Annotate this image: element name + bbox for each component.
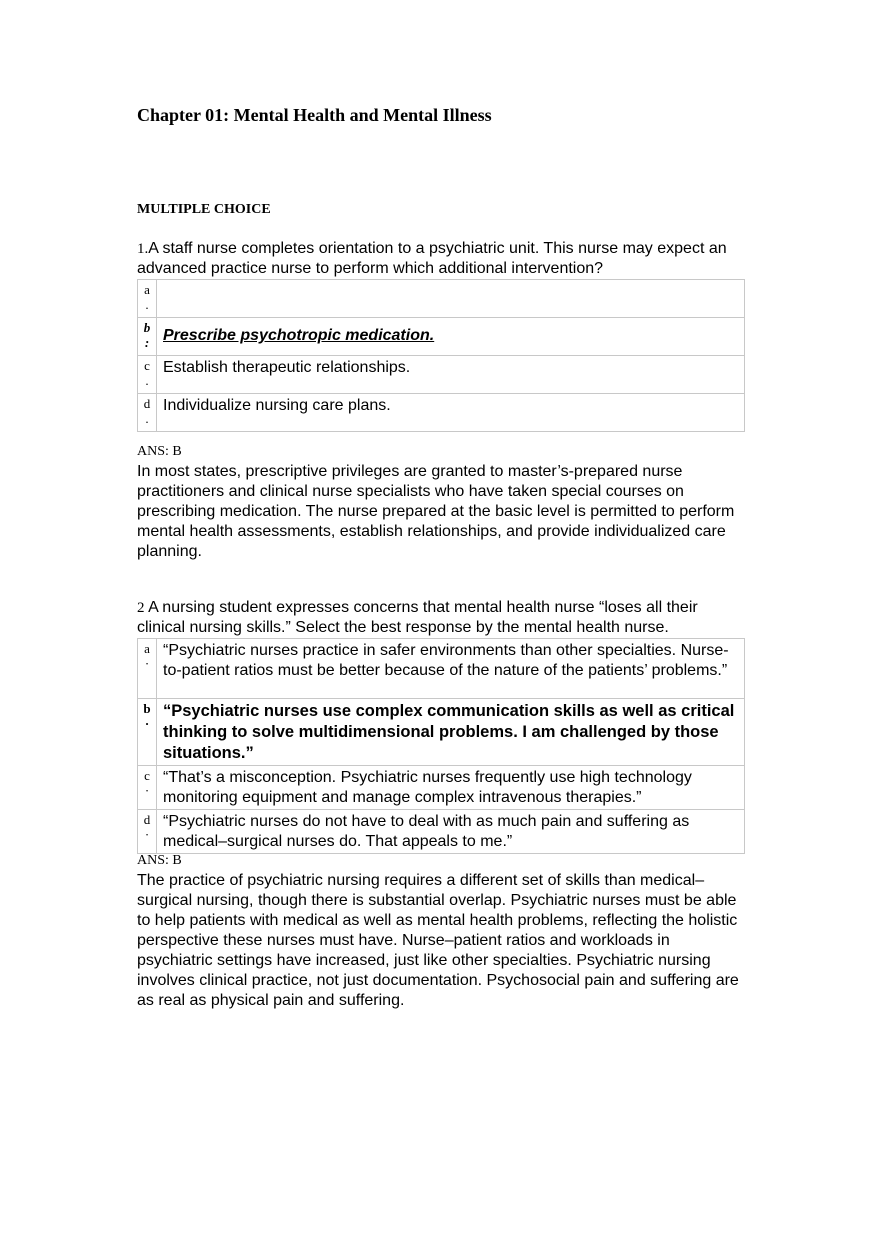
question-2-stem <box>137 598 747 638</box>
option-text: “Psychiatric nurses use complex communication skills as well as critical thinking to solve multidimensional problems. I am challenged by those situations.” <box>157 699 745 766</box>
option-letter: c . <box>138 356 157 394</box>
question-1-number: 1. <box>137 241 149 257</box>
option-row <box>138 318 745 356</box>
option-text: Establish therapeutic relationships. <box>157 356 745 394</box>
option-text: Prescribe psychotropic medication. <box>157 318 745 356</box>
question-2-text: A nursing student expresses concerns that mental health nurse “loses all their clinical nursing skills.” Select the best response by the mental health nurse. <box>137 599 698 636</box>
option-row <box>138 394 745 432</box>
option-row <box>138 639 745 699</box>
option-text: “That’s a misconception. Psychiatric nurses frequently use high technology monitoring equipment and manage complex intravenous therapies.” <box>157 766 745 810</box>
option-letter: a . <box>138 280 157 318</box>
option-text: “Psychiatric nurses practice in safer environments than other specialties. Nurse-to-patient ratios must be better because of the nature of the patients’ problems.” <box>157 639 745 699</box>
option-letter: b · <box>138 699 157 766</box>
option-row <box>138 699 745 766</box>
option-letter: d . <box>138 394 157 432</box>
option-row <box>138 356 745 394</box>
option-letter: b : <box>138 318 157 356</box>
question-2-number: 2 <box>137 600 145 616</box>
question-2-options <box>137 638 745 854</box>
option-row <box>138 766 745 810</box>
option-letter: a · <box>138 639 157 699</box>
chapter-title: Chapter 01: Mental Health and Mental Illness <box>137 105 492 125</box>
option-letter: c · <box>138 766 157 810</box>
option-letter: d · <box>138 810 157 854</box>
section-heading: MULTIPLE CHOICE <box>137 202 271 217</box>
option-text: Individualize nursing care plans. <box>157 394 745 432</box>
option-text: “Psychiatric nurses do not have to deal with as much pain and suffering as medical–surgical nurses do. That appeals to me.” <box>157 810 745 854</box>
question-1-answer: ANS: B <box>137 444 182 459</box>
question-1-text: A staff nurse completes orientation to a psychiatric unit. This nurse may expect an advanced practice nurse to perform which additional intervention? <box>137 240 727 277</box>
option-row <box>138 810 745 854</box>
question-1-options <box>137 279 745 432</box>
option-row <box>138 280 745 318</box>
question-2-answer: ANS: B <box>137 853 182 868</box>
option-text <box>157 280 745 318</box>
question-2-rationale: The practice of psychiatric nursing requires a different set of skills than medical–surgical nursing, though there is substantial overlap. Psychiatric nurses must be able to help patients with medical as well as mental health problems, reflecting the holistic perspective these nurses must have. Nurse–patient ratios and workloads in psychiatric settings have increased, just like other specialties. Psychiatric nursing involves clinical practice, not just documentation. Psychosocial pain and suffering are as real as physical pain and suffering. <box>137 872 739 1009</box>
question-1-stem <box>137 239 747 279</box>
question-1-rationale: In most states, prescriptive privileges are granted to master’s-prepared nurse practitioners and clinical nurse specialists who have taken special courses on prescribing medication. The nurse prepared at the basic level is permitted to perform mental health assessments, establish relationships, and provide individualized care planning. <box>137 463 735 560</box>
